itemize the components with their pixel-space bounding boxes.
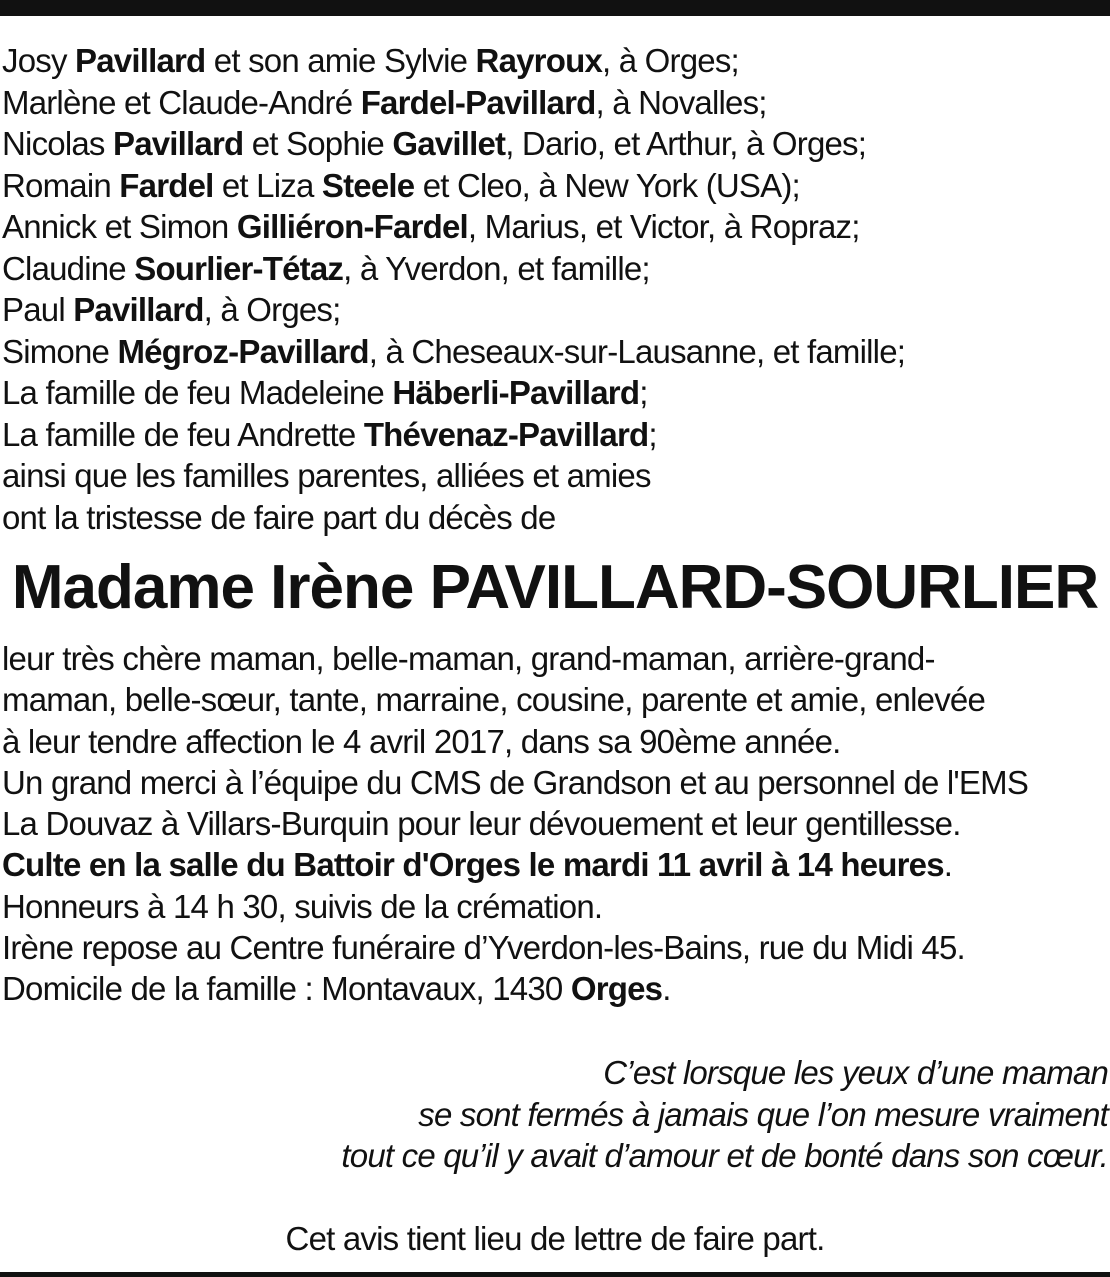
family-list [2,40,1102,538]
ceremony-line [2,844,1102,885]
family-line [2,206,1102,248]
family-line [2,331,1102,373]
family-text: ; [639,374,648,411]
quote-line: tout ce qu’il y avait d’amour et de bonté dans son cœur. [341,1137,1108,1174]
family-text: et Sophie [243,125,393,162]
family-line [2,40,1102,82]
family-text: La famille de feu Madeleine [2,374,393,411]
family-text: ; [648,415,657,453]
family-surname: Pavillard [75,42,206,79]
domicile-town: Orges [570,970,663,1008]
family-text: ainsi que les familles parentes, alliées et amies [2,457,651,494]
family-text: Annick et Simon [2,208,237,245]
family-text: , à Orges; [602,42,739,79]
family-text: , à Yverdon, et famille; [343,249,650,287]
body-line: leur très chère maman, belle-maman, grand-maman, arrière-grand- [2,640,935,677]
quote-line: se sont fermés à jamais que l’on mesure vraiment [418,1095,1108,1133]
top-rule [0,0,1110,16]
family-surname: Pavillard [73,291,204,328]
family-text: Josy [2,42,76,79]
body-line: à leur tendre affection le 4 avril 2017, dans sa 90ème année. [2,722,841,760]
family-text: Marlène et Claude-André [2,83,361,121]
domicile-end: . [662,970,671,1008]
family-line [2,497,1102,539]
quote [8,1052,1108,1177]
family-surname: Gilliéron-Fardel [236,208,468,245]
family-text: Nicolas [2,125,113,162]
ceremony-end: . [943,846,953,884]
family-line [2,414,1102,456]
body-line: Irène repose au Centre funéraire d’Yverdon-les-Bains, rue du Midi 45. [2,929,965,967]
family-text: et Liza [213,166,322,204]
body-line: Honneurs à 14 h 30, suivis de la crémation. [2,887,603,925]
family-text: et son amie Sylvie [205,42,476,79]
family-text: et Cleo, à New York (USA); [414,166,800,204]
closing-note: Cet avis tient lieu de lettre de faire part. [285,1220,825,1257]
family-surname: Mégroz-Pavillard [117,332,369,370]
family-surname: Gavillet [392,125,506,162]
family-surname: Fardel [119,166,214,204]
family-surname: Steele [321,166,415,204]
family-surname: Sourlier-Tétaz [134,249,344,287]
body-line: Un grand merci à l’équipe du CMS de Grandson et au personnel de l'EMS [2,763,1029,801]
family-text: La famille de feu Andrette [2,415,364,453]
family-surname: Fardel-Pavillard [360,83,596,121]
quote-line: C’est lorsque les yeux d’une maman [603,1054,1108,1091]
family-line [2,455,1102,497]
family-text: ont la tristesse de faire part du décès de [2,498,556,536]
family-text: Romain [2,166,120,204]
family-text: Simone [2,332,118,370]
family-text: , Marius, et Victor, à Ropraz; [467,208,860,245]
family-surname: Thévenaz-Pavillard [363,415,649,453]
domicile-prefix: Domicile de la famille : Montavaux, 1430 [2,970,571,1008]
family-line [2,289,1102,331]
family-text: , à Cheseaux-sur-Lausanne, et famille; [368,332,906,370]
family-line [2,123,1102,165]
family-text: , Dario, et Arthur, à Orges; [505,125,867,162]
family-text: Claudine [2,249,135,287]
family-text: , à Novalles; [595,83,767,121]
family-surname: Rayroux [475,42,602,79]
family-text: , à Orges; [203,291,341,328]
family-surname: Häberli-Pavillard [392,374,640,411]
family-text: Paul [2,291,74,328]
body-line: maman, belle-sœur, tante, marraine, cousine, parente et amie, enlevée [2,681,985,719]
family-line [2,372,1102,414]
deceased-name: Madame Irène PAVILLARD-SOURLIER [11,553,1099,622]
family-line [2,165,1102,207]
domicile-line [2,968,1102,1009]
body-line: La Douvaz à Villars-Burquin pour leur dévouement et leur gentillesse. [2,805,961,843]
family-line [2,248,1102,290]
notice-body [2,638,1102,1010]
bottom-rule [0,1272,1110,1277]
family-line [2,82,1102,124]
family-surname: Pavillard [112,125,244,162]
ceremony-text: Culte en la salle du Battoir d'Orges le mardi 11 avril à 14 heures [2,846,944,884]
